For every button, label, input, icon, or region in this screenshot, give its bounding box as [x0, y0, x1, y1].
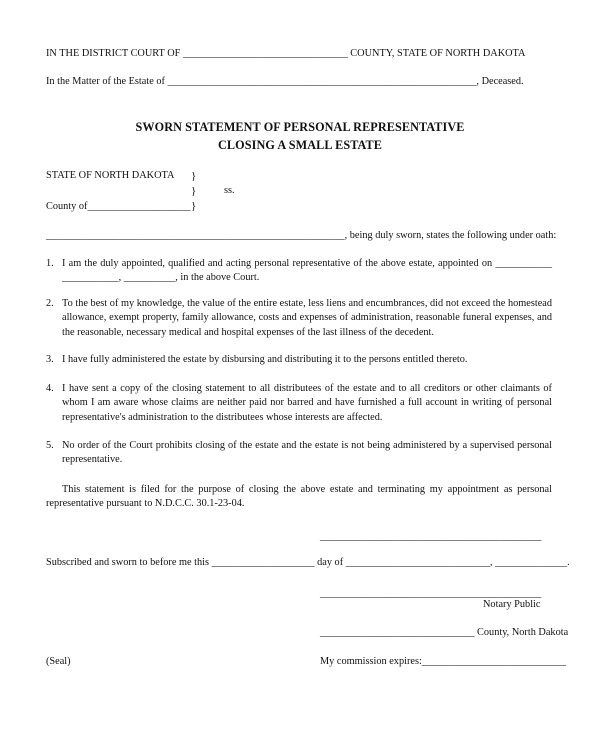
statement-item-3 [46, 353, 552, 367]
statement-item-5 [46, 439, 552, 468]
notary-public-label: Notary Public [483, 599, 541, 610]
item-number: 4. [46, 383, 54, 394]
affiant-signature-line: ___________________________________________ [320, 531, 542, 542]
item-text: I have sent a copy of the closing statement to all distributees of the estate and to all creditors or other claimants of whom I am aware whose claims are neither paid nor barred and have furnished a full account in writing of personal representative's administration to the distributees whose interests are affected. [62, 383, 552, 423]
estate-matter-line: In the Matter of the Estate of ____________________________________________________________, Deceased. [46, 76, 524, 87]
item-text: I am the duly appointed, qualified and acting personal representative of the above estate, appointed on ___________ ___________, __________, in the above Court. [62, 258, 552, 284]
seal-label: (Seal) [46, 656, 71, 667]
venue-county: County of____________________ [46, 201, 191, 212]
notary-signature-line: ___________________________________________ [320, 588, 542, 599]
statement-item-2 [46, 297, 552, 340]
statement-item-1 [46, 257, 552, 286]
court-line: IN THE DISTRICT COURT OF ________________________________ COUNTY, STATE OF NORTH DAKOTA [46, 48, 526, 59]
oath-line: __________________________________________________________, being duly sworn, states the following under oath: [46, 230, 557, 241]
statement-item-4 [46, 382, 552, 425]
notary-county-line: ______________________________ County, North Dakota [320, 627, 569, 638]
item-text: No order of the Court prohibits closing of the estate and the estate is not being administered by a supervised personal representative. [62, 440, 552, 466]
venue-brace-bot: } [191, 200, 197, 212]
item-number: 5. [46, 440, 54, 451]
item-number: 2. [46, 298, 54, 309]
subscribed-line: Subscribed and sworn to before me this ____________________ day of ____________________________, ______________. [46, 557, 570, 568]
form-title-line-2: CLOSING A SMALL ESTATE [218, 138, 382, 152]
venue-ss: ss. [224, 185, 235, 196]
item-text: I have fully administered the estate by disbursing and distributing it to the persons entitled thereto. [62, 354, 468, 365]
venue-state: STATE OF NORTH DAKOTA [46, 170, 175, 181]
form-title-line-1: SWORN STATEMENT OF PERSONAL REPRESENTATIVE [135, 120, 465, 134]
item-number: 1. [46, 258, 54, 269]
commission-expires-line: My commission expires:____________________________ [320, 656, 566, 667]
venue-brace-mid: } [191, 185, 197, 197]
filing-statement: This statement is filed for the purpose of closing the above estate and terminating my appointment as personal representative pursuant to N.D.C.C. 30.1-23-04. [46, 484, 552, 510]
item-text: To the best of my knowledge, the value of the entire estate, less liens and encumbrances, did not exceed the homestead allowance, exempt property, family allowance, costs and expenses of administration, reasonable funeral expenses, and the reasonable, necessary medical and hospital expenses of the last illness of the decedent. [62, 298, 552, 338]
item-number: 3. [46, 354, 54, 365]
venue-brace-top: } [191, 170, 197, 182]
